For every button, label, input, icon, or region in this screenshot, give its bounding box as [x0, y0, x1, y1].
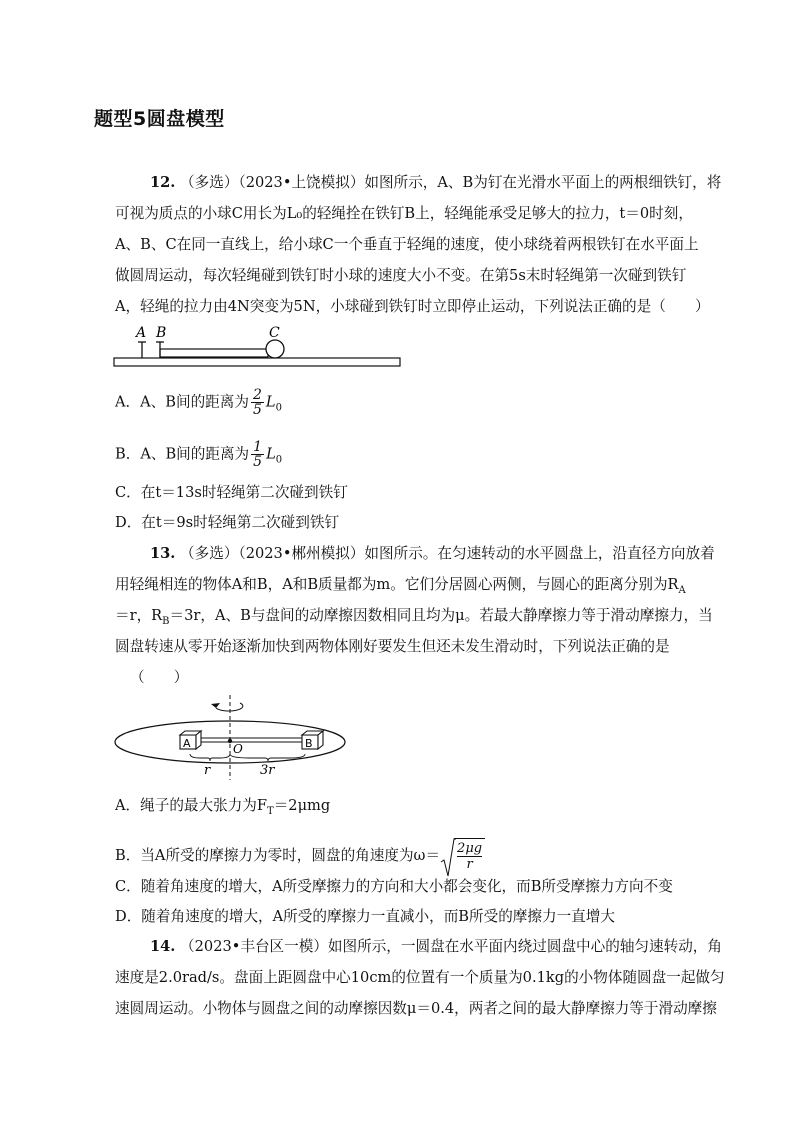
block-a — [180, 731, 201, 750]
q12-option-c[interactable]: C．在t＝13s时轻绳第二次碰到铁钉 — [115, 484, 348, 501]
q14-line-3: 速圆周运动。小物体与圆盘之间的动摩擦因数μ＝0.4，两者之间的最大静摩擦力等于滑动摩擦 — [115, 1000, 717, 1017]
label-3r: 3r — [260, 763, 275, 778]
q13-option-b[interactable]: B．当A所受的摩擦力为零时，圆盘的角速度为ω＝ $\frac{2\mu g}{r}$ — [115, 838, 485, 874]
q13-line-1: 13. （多选）（2023•郴州模拟）如图所示。在匀速转动的水平圆盘上，沿直径方向放着 — [150, 545, 715, 562]
q13-option-c[interactable]: C．随着角速度的增大，A所受摩擦力的方向和大小都会变化，而B所受摩擦力方向不变 — [115, 878, 673, 895]
rope — [160, 349, 268, 357]
q12-line-5: A，轻绳的拉力由4N突变为5N，小球碰到铁钉时立即停止运动，下列说法正确的是（ ） — [115, 298, 710, 315]
svg-text:A: A — [183, 737, 191, 750]
label-o: O — [233, 742, 243, 756]
label-b: B — [156, 325, 167, 341]
q13-figure-disk — [110, 690, 350, 785]
q13-line-3: ＝r，$R_B=3r$，A、B与盘间的动摩擦因数相同且均为μ。若最大静摩擦力等于滑动摩擦力，当 — [115, 607, 713, 627]
q13-line-4: 圆盘转速从零开始逐渐加快到两物体刚好要发生但还未发生滑动时，下列说法正确的是 — [115, 638, 670, 655]
label-c: C — [269, 325, 280, 341]
q13-line-5: （ ） — [130, 669, 189, 686]
table-surface — [114, 358, 400, 366]
q14-line-1: 14. （2023•丰台区一模）如图所示，一圆盘在水平面内绕过圆盘中心的轴匀速转动，角 — [150, 938, 722, 955]
q13-line-2: 用轻绳相连的物体A和B，A和B质量都为m。它们分居圆心两侧，与圆心的距离分别为$R_A$ — [115, 576, 686, 596]
q13-option-d[interactable]: D．随着角速度的增大，A所受的摩擦力一直减小，而B所受的摩擦力一直增大 — [115, 908, 615, 925]
label-r: r — [204, 763, 211, 778]
q14-line-2: 速度是2.0rad/s。盘面上距圆盘中心10cm的位置有一个质量为0.1kg的小物体随圆盘一起做匀 — [115, 969, 725, 986]
q12-number: 12. — [150, 174, 176, 191]
q12-figure-nails-ball — [110, 320, 410, 370]
ball-c — [266, 340, 284, 358]
section-title: 题型5圆盘模型 — [94, 108, 225, 130]
q14-number: 14. — [150, 938, 176, 955]
q12-option-b[interactable]: B．A、B间的距离为 $\frac{1}{5}$ $L_0$ — [115, 439, 283, 470]
center-dot — [228, 739, 232, 743]
q13-option-a[interactable]: A．绳子的最大张力为$F_T=2\mu mg$ — [115, 797, 331, 817]
brace-r — [190, 754, 230, 761]
q12-option-d[interactable]: D．在t＝9s时轻绳第二次碰到铁钉 — [115, 514, 340, 531]
q13-number: 13. — [150, 545, 176, 562]
sqrt-expression: $\frac{2\mu g}{r}$ — [440, 838, 485, 874]
label-a: A — [136, 325, 147, 341]
q12-line-2: 可视为质点的小球C用长为L₀的轻绳拴在铁钉B上，轻绳能承受足够大的拉力，t＝0时刻， — [115, 205, 693, 222]
rotation-arrow — [216, 703, 243, 711]
q12-line-3: A、B、C在同一直线上，给小球C一个垂直于轻绳的速度，使小球绕着两根铁钉在水平面上 — [115, 236, 699, 253]
q12-option-a[interactable]: A．A、B间的距离为 $\frac{2}{5}$ $L_0$ — [115, 387, 282, 418]
svg-text:B: B — [305, 737, 313, 750]
q12-line-4: 做圆周运动，每次轻绳碰到铁钉时小球的速度大小不变。在第5s末时轻绳第一次碰到铁钉 — [115, 267, 687, 284]
block-b — [302, 731, 323, 750]
q12-line-1: 12. （多选）（2023•上饶模拟）如图所示，A、B为钉在光滑水平面上的两根细铁钉，将 — [150, 174, 722, 191]
